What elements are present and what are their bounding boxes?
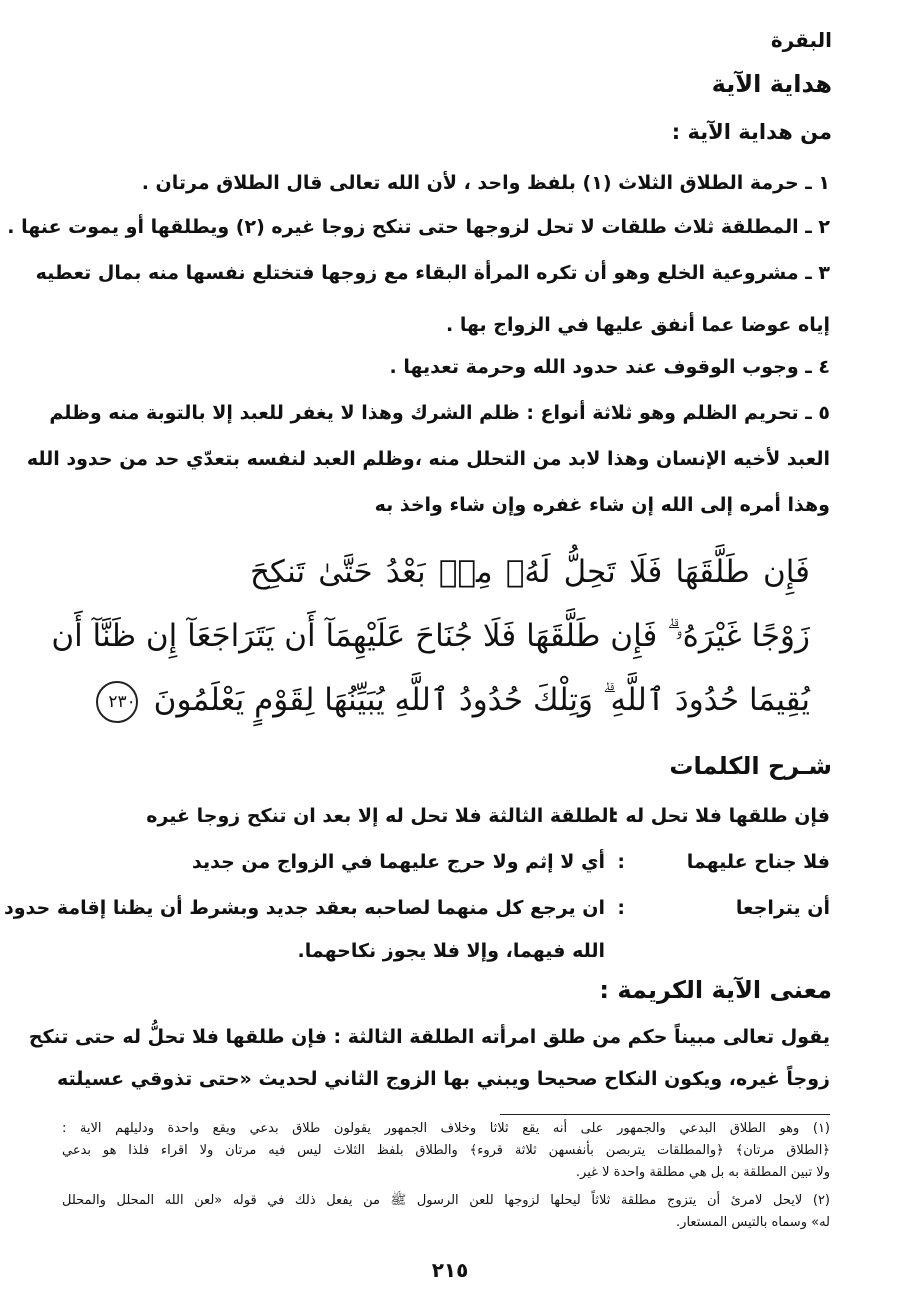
surah-name-header: البقرة (770, 28, 832, 52)
word-colon: : (617, 851, 625, 873)
word-definition: أي لا إثم ولا حرج عليهما في الزواج من جديد (191, 851, 605, 873)
meaning-line-2: زوجاً غيره، ويكون النكاح صحيحا ويبني بها الزوج الثاني لحديث «حتى تذوقي عسيلته (56, 1068, 830, 1090)
guidance-line-8: وهذا أمره إلى الله إن شاء غفره وإن شاء واخذ به (374, 494, 830, 516)
footnote-line-4: (٢) لايحل لامرئ أن يتزوج مطلقة ثلاثاً ليحلها لزوجها للعن الرسول ﷺ من يفعل ذلك في قوله «لعن الله المحلل والمحلل (62, 1193, 830, 1208)
word-term: فإن طلقها فلا تحل له : (611, 805, 830, 827)
guidance-title: هداية الآية (711, 70, 832, 98)
guidance-line-2: ٢ ـ المطلقة ثلاث طلقات لا تحل لزوجها حتى تنكح زوجا غيره (٢) ويطلقها أو يموت عنها . (7, 216, 830, 238)
verse-line-3 (90, 676, 810, 724)
footnote-line-3: ولا تبين المطلقة به بل هي مطلقة واحدة لا غير. (575, 1165, 830, 1180)
verse-line-2: زَوْجًا غَيْرَهُۥ ۗ فَإِن طَلَّقَهَا فَلَا جُنَاحَ عَلَيْهِمَآ أَن يَتَرَاجَعَآ إِن ظَنَّآ أَن (51, 618, 810, 654)
guidance-line-4: إياه عوضا عما أنفق عليها في الزواج بها . (446, 314, 830, 336)
guidance-subtitle: من هداية الآية : (671, 120, 832, 144)
meaning-line-1: يقول تعالى مبيناً حكم من طلق امرأته الطلقة الثالثة : فإن طلقها فلا تحلُّ له حتى تنكح (28, 1026, 830, 1048)
word-term: أن يتراجعا (735, 897, 830, 919)
ayah-number-marker: ٢٣٠ (96, 681, 138, 723)
word-definition-continuation: الله فيهما، وإلا فلا يجوز نكاحهما. (297, 940, 605, 962)
verse-line-3-text: يُقِيمَا حُدُودَ ٱللَّهِ ۗ وَتِلْكَ حُدُودُ ٱللَّهِ يُبَيِّنُهَا لِقَوْمٍ يَعْلَمُونَ (153, 682, 810, 718)
word-definition: ان يرجع كل منهما لصاحبه بعقد جديد وبشرط أن يظنا إقامة حدود (3, 897, 605, 919)
meaning-title: معنى الآية الكريمة : (599, 976, 832, 1004)
word-row-2 (62, 846, 830, 878)
footnote-divider (500, 1114, 830, 1115)
page-number: ٢١٥ (431, 1258, 469, 1282)
word-term: فلا جناح عليهما (686, 851, 830, 873)
word-definition: الطلقة الثالثة فلا تحل له إلا بعد ان تنكح زوجا غيره (146, 805, 615, 827)
words-title: شـرح الكلمات (669, 752, 832, 780)
word-colon: : (617, 897, 625, 919)
footnote-line-1: (١) وهو الطلاق البدعي والجمهور على أنه يقع ثلاثا وخلاف الجمهور يقولون طلاق بدعي ويقع واحدة ودليلهم الاية : (62, 1121, 830, 1136)
guidance-line-7: العبد لأخيه الإنسان وهذا لابد من التحلل منه ،وظلم العبد لنفسه بتعدّي حد من حدود الله (26, 448, 830, 470)
guidance-line-5: ٤ ـ وجوب الوقوف عند حدود الله وحرمة تعديها . (389, 356, 830, 378)
footnote-line-5: له» وسماه بالتيس المستعار. (676, 1215, 830, 1230)
footnote-line-2: ﴿الطلاق مرتان﴾ ﴿والمطلقات يتربصن بأنفسهن ثلاثة قروء﴾ والطلاق بلفظ الثلاث ليس فيه مرتان ولا اقراء فلذا هو بدعي (62, 1143, 830, 1158)
guidance-line-3: ٣ ـ مشروعية الخلع وهو أن تكره المرأة البقاء مع زوجها فتختلع نفسها منه بمال تعطيه (35, 262, 830, 284)
verse-line-1: فَإِن طَلَّقَهَا فَلَا تَحِلُّ لَهُۥ مِنۢ بَعْدُ حَتَّىٰ تَنكِحَ (250, 554, 810, 590)
guidance-line-6: ٥ ـ تحريم الظلم وهو ثلاثة أنواع : ظلم الشرك وهذا لا يغفر للعبد إلا بالتوبة منه وظلم (49, 402, 830, 424)
word-row-1 (62, 800, 830, 832)
guidance-line-1: ١ ـ حرمة الطلاق الثلاث (١) بلفظ واحد ، لأن الله تعالى قال الطلاق مرتان . (141, 172, 830, 194)
word-row-3 (3, 892, 830, 924)
